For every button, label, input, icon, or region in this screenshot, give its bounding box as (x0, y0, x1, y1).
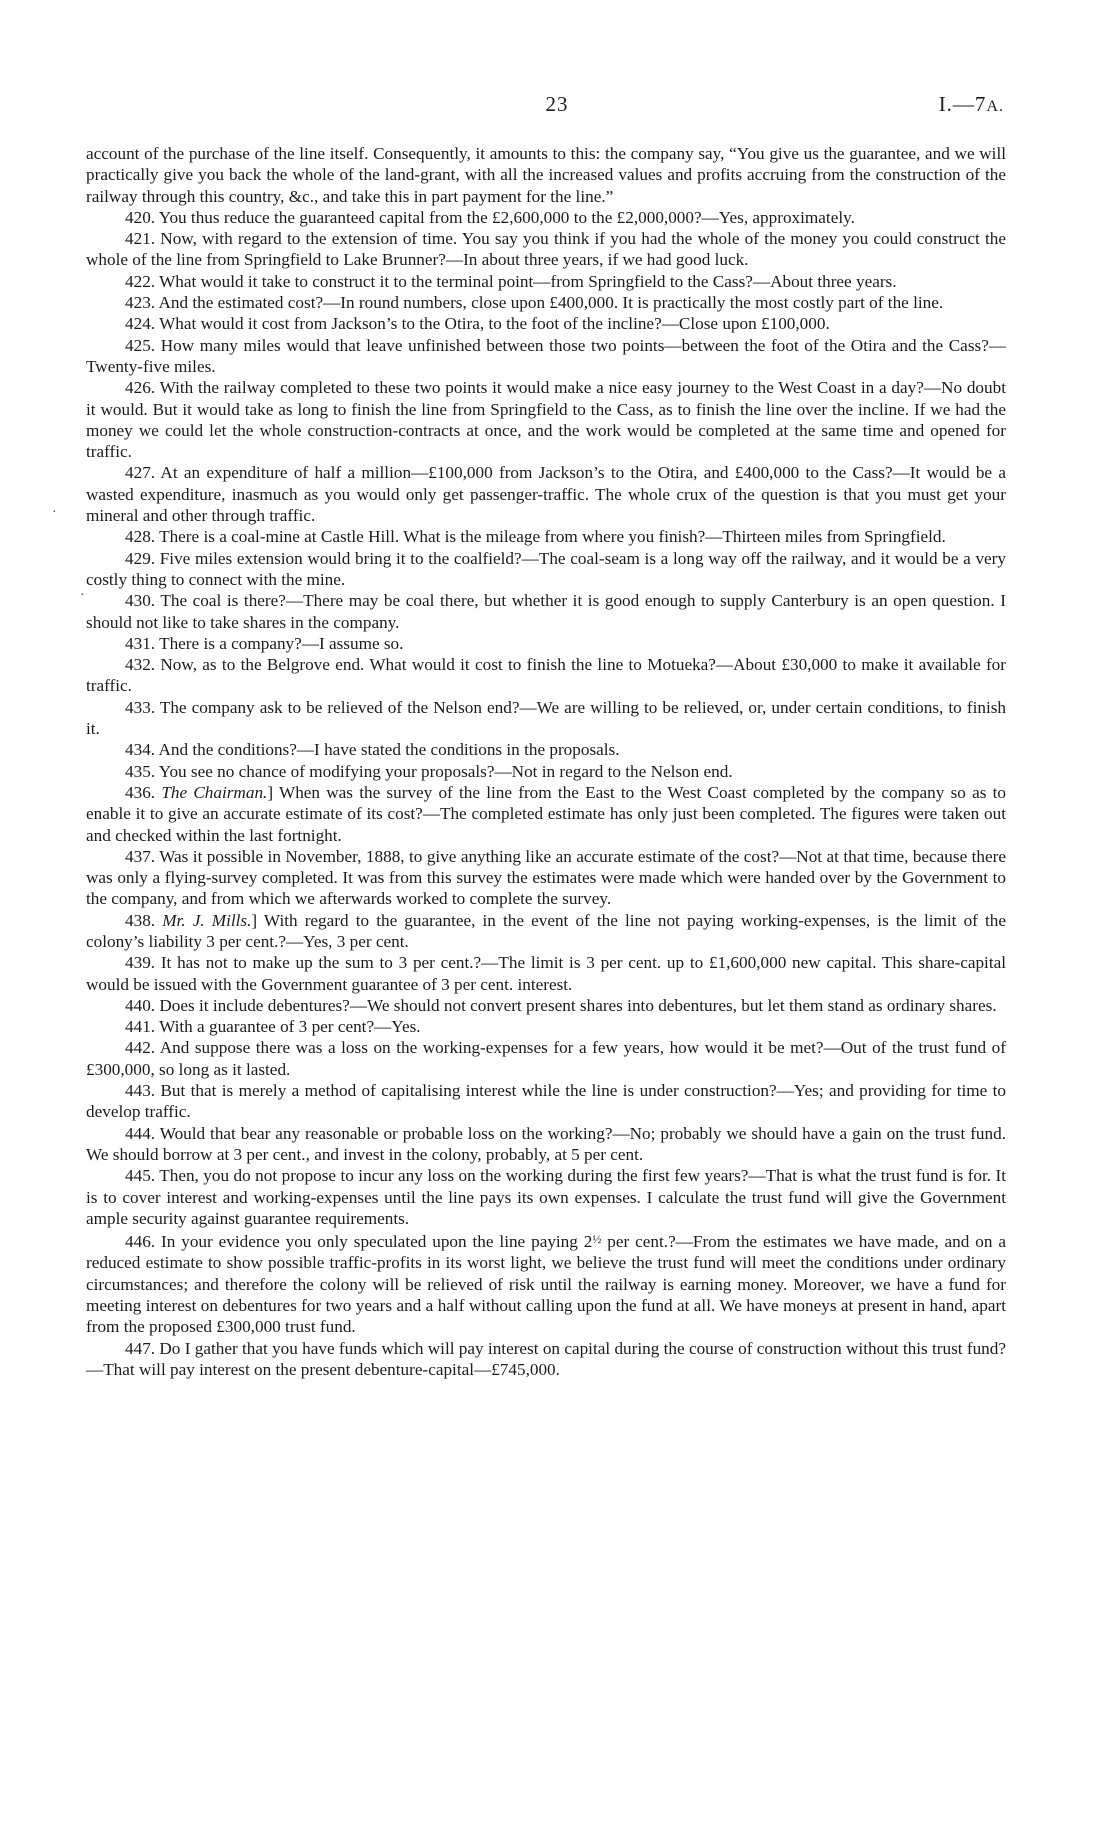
text-span: What would it cost from Jackson’s to the Otira, to the foot of the incline?—Close upon £100,000. (159, 314, 830, 334)
question-437 (86, 846, 1006, 910)
question-434 (86, 739, 1006, 760)
question-423 (86, 292, 1006, 313)
text-span: Was it possible in November, 1888, to give anything like an accurate estimate of the cost?—Not at that time, because there was only a flying-survey completed. It was from this survey the estimates were made which were handed over by the Government to the company, and from which we afterwards worked to complete the survey. (86, 846, 1006, 909)
text-span: Now, as to the Belgrove end. What would it cost to finish the line to Motueka?—About £30,000 to make it available for traffic. (86, 655, 1006, 696)
text-span: 433. (125, 697, 156, 717)
text-span: ] When was the survey of the line from the East to the West Coast completed by the company so as to enable it to give an accurate estimate of its cost?—The completed estimate has only just been completed. The figures were taken out and checked within the last fortnight. (86, 782, 1007, 845)
question-443 (86, 1080, 1006, 1123)
text-span: 445. (125, 1166, 156, 1186)
text-span: Five miles extension would bring it to the coalfield?—The coal-seam is a long way off the railway, and it would be a very costly thing to connect with the mine. (86, 548, 1006, 589)
question-421 (86, 228, 1006, 271)
text-span: 443. (125, 1081, 156, 1101)
text-span: 444. (125, 1123, 156, 1143)
text-span: 425. (125, 335, 156, 355)
text-span: per cent.?—From the estimates we have made, and on a reduced estimate to show possible traffic-profits in its worst light, we believe the trust fund will meet the conditions under ordinary circumstances; and therefore the colony will be relieved of risk until the railway is earning money. Moreover, we have a fund for meeting interest on debentures for two years and a half without calling upon the fund at all. We have moneys at present in hand, apart from the proposed £300,000 trust fund. (86, 1232, 1007, 1337)
question-436 (86, 782, 1006, 846)
text-span: The coal is there?—There may be coal there, but whether it is good enough to supply Canterbury is an open question. I should not like to take shares in the company. (86, 591, 1006, 632)
text-span: Now, with regard to the extension of time. You say you think if you had the whole of the money you could construct the whole of the line from Springfield to Lake Brunner?—In about three years, if we had good luck. (86, 229, 1007, 270)
question-431 (86, 633, 1006, 654)
document-reference-main: I.—7 (938, 92, 987, 116)
document-reference (939, 92, 1004, 117)
page-header (0, 92, 1114, 122)
question-427 (86, 462, 1006, 526)
speaker-name: The Chairman. (161, 782, 268, 802)
page-number: 23 (545, 92, 569, 116)
question-447 (86, 1338, 1006, 1381)
text-span: account of the purchase of the line itself. Consequently, it amounts to this: the company say, “You give us the guarantee, and we will practically give you back the whole of the land-grant, with all the increased values and profits accruing from the construction of the railway through this country, &c., and take this in part payment for the line.” (86, 144, 1006, 206)
question-429 (86, 548, 1006, 591)
question-422 (86, 271, 1006, 292)
text-span: And the conditions?—I have stated the conditions in the proposals. (158, 740, 620, 760)
speaker-name: Mr. J. Mills. (162, 910, 252, 930)
text-span: There is a company?—I assume so. (159, 633, 404, 653)
margin-mark: · (52, 505, 57, 520)
text-span: But that is merely a method of capitalising interest while the line is under construction?—Yes; and providing for time to develop traffic. (86, 1081, 1006, 1122)
text-span: 429. (125, 548, 156, 568)
text-span: 447. (125, 1338, 156, 1358)
question-440 (86, 995, 1006, 1016)
question-441 (86, 1016, 1006, 1037)
text-span: 420. (125, 207, 156, 227)
question-428 (86, 526, 1006, 547)
text-span: The company ask to be relieved of the Nelson end?—We are willing to be relieved, or, under certain conditions, to finish it. (86, 697, 1006, 739)
margin-mark: · (80, 588, 85, 603)
text-span: 442. (125, 1038, 156, 1058)
text-span: 437. (125, 846, 156, 866)
text-span: With the railway completed to these two points it would make a nice easy journey to the West Coast in a day?—No doubt it would. But it would take as long to finish the line from Springfield to the Cass, as to finish the line over the incline. If we had the money we could let the whole construction-contracts at once, and the work would be completed at the same time and opened for traffic. (86, 378, 1006, 462)
text-span: 431. (125, 633, 156, 653)
body-text (86, 143, 1006, 1380)
text-span: You see no chance of modifying your proposals?—Not in regard to the Nelson end. (158, 761, 733, 781)
text-span: 422. (125, 271, 156, 291)
text-span: There is a coal-mine at Castle Hill. What is the mileage from where you finish?—Thirteen miles from Springfield. (159, 527, 946, 547)
text-span: 439. (125, 953, 156, 973)
text-span: 432. (125, 655, 156, 675)
text-span: At an expenditure of half a million—£100,000 from Jackson’s to the Otira, and £400,000 to the Cass?—It would be a wasted expenditure, inasmuch as you would only get passenger-traffic. The whole crux of the question is that you must get your mineral and other through traffic. (86, 463, 1006, 526)
text-span: 426. (125, 378, 156, 398)
text-span: And suppose there was a loss on the working-expenses for a few years, how would it be met?—Out of the trust fund of £300,000, so long as it lasted. (86, 1038, 1006, 1079)
question-433 (86, 697, 1006, 740)
text-span: You thus reduce the guaranteed capital from the £2,600,000 to the £2,000,000?—Yes, approximately. (158, 207, 855, 227)
text-span: 424. (125, 314, 156, 334)
text-span: Would that bear any reasonable or probable loss on the working?—No; probably we should have a gain on the trust fund. We should borrow at 3 per cent., and invest in the colony, probably, at 5 per cent. (86, 1123, 1006, 1164)
question-424 (86, 313, 1006, 334)
text-span: With a guarantee of 3 per cent?—Yes. (159, 1017, 421, 1037)
text-span: It has not to make up the sum to 3 per cent.?—The limit is 3 per cent. up to £1,600,000 new capital. This share-capital would be issued with the Government guarantee of 3 per cent. interest. (86, 953, 1007, 994)
text-span: 421. (125, 229, 156, 249)
text-span: In your evidence you only speculated upon the line paying 2 (161, 1232, 593, 1252)
question-425 (86, 335, 1006, 378)
text-span: How many miles would that leave unfinished between those two points—between the foot of the Otira and the Cass?—Twenty-five miles. (86, 335, 1007, 376)
question-432 (86, 654, 1006, 697)
text-span: 446. (125, 1232, 156, 1252)
question-435 (86, 761, 1006, 782)
text-span: 441. (125, 1017, 156, 1037)
text-span: Do I gather that you have funds which will pay interest on capital during the course of construction without this trust fund?—That will pay interest on the present debenture-capital—£745,000. (86, 1338, 1006, 1379)
text-span: 427. (125, 463, 156, 483)
text-span: 438. (125, 910, 156, 930)
text-span: 434. (125, 740, 156, 760)
question-439 (86, 952, 1006, 995)
text-span: Then, you do not propose to incur any loss on the working during the first few years?—That is what the trust fund is for. It is to cover interest and working-expenses until the line pays its own expenses. I calculate the trust fund will give the Government ample security against guarantee requirements. (86, 1166, 1006, 1228)
question-430 (86, 590, 1006, 633)
text-span: What would it take to construct it to the terminal point—from Springfield to the Cass?—About three years. (159, 271, 897, 291)
text-span: And the estimated cost?—In round numbers, close upon £400,000. It is practically the most costly part of the line. (158, 293, 944, 313)
text-span: 428. (125, 527, 156, 547)
fraction-half: ½ (592, 1232, 602, 1247)
text-span: 430. (125, 591, 156, 611)
text-span: ] With regard to the guarantee, in the event of the line not paying working-expenses, is the limit of the colony’s liability 3 per cent.?—Yes, 3 per cent. (86, 910, 1007, 951)
question-426 (86, 377, 1006, 462)
question-438 (86, 910, 1006, 953)
text-span: Does it include debentures?—We should not convert present shares into debentures, but let them stand as ordinary shares. (159, 995, 997, 1015)
paragraph-continuation (86, 143, 1006, 207)
text-span: 436. (125, 782, 156, 802)
question-445 (86, 1165, 1006, 1229)
question-444 (86, 1123, 1006, 1166)
text-span: 423. (125, 293, 156, 313)
question-420 (86, 207, 1006, 228)
text-span: 440. (125, 995, 156, 1015)
text-span: 435. (125, 761, 156, 781)
document-reference-suffix: A. (986, 98, 1004, 115)
question-442 (86, 1037, 1006, 1080)
question-446 (86, 1229, 1006, 1337)
